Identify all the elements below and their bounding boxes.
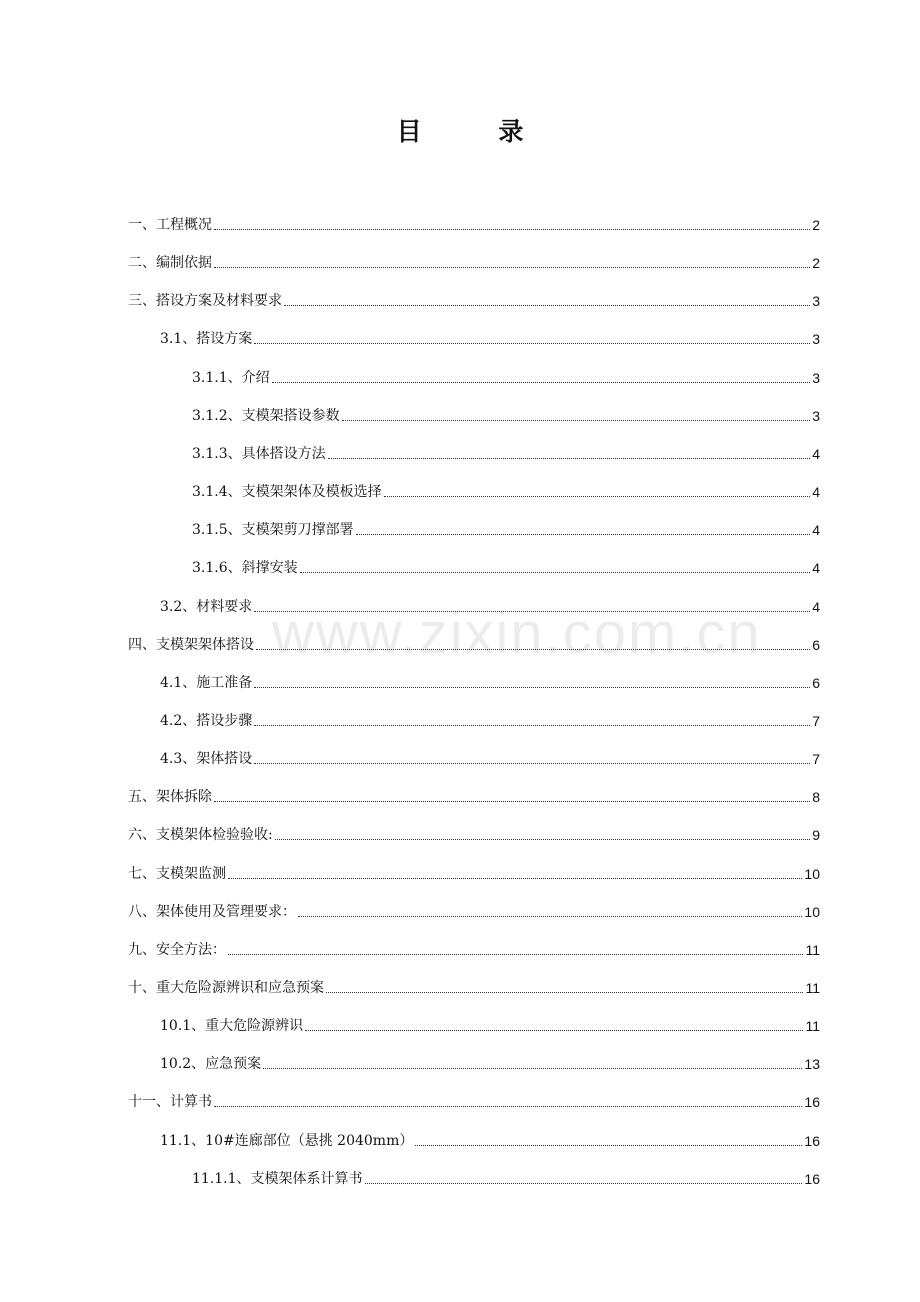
toc-entry-title: 10.1、重大危险源辨识	[160, 1018, 304, 1035]
toc-entry-title: 11.1、10#连廊部位（悬挑 2040mm）	[160, 1132, 414, 1149]
toc-dot-leader	[228, 877, 802, 879]
toc-page-number: 13	[804, 1056, 820, 1073]
toc-dot-leader	[214, 266, 810, 268]
toc-entry-title: 八、架体使用及管理要求：	[128, 903, 296, 920]
toc-entry[interactable]	[128, 1087, 820, 1111]
toc-entry-title: 一、工程概况	[128, 217, 212, 233]
toc-dot-leader	[263, 1067, 802, 1069]
toc-entry[interactable]	[160, 1011, 820, 1035]
toc-page-number: 7	[812, 751, 820, 768]
toc-dot-leader	[254, 762, 810, 764]
toc-page-number: 7	[812, 712, 820, 729]
toc-entry[interactable]	[128, 630, 820, 654]
toc-entry-title: 五、架体拆除	[128, 789, 212, 806]
toc-entry[interactable]	[128, 935, 820, 959]
toc-dot-leader	[256, 648, 810, 650]
toc-dot-leader	[254, 342, 810, 344]
toc-entry-title: 十一、计算书	[128, 1094, 212, 1111]
toc-entry-title: 10.2、应急预案	[160, 1056, 262, 1073]
toc-page-number: 4	[812, 598, 820, 615]
toc-entry-title: 4.2、搭设步骤	[160, 712, 253, 729]
toc-dot-leader	[365, 1182, 803, 1184]
toc-entry[interactable]	[128, 820, 820, 844]
toc-entry[interactable]	[128, 286, 820, 310]
toc-dot-leader	[300, 571, 811, 573]
toc-entry-title: 3.1.6、斜撑安装	[192, 560, 298, 577]
toc-entry-title: 3.1.1、介绍	[192, 369, 270, 386]
toc-page-number: 3	[812, 331, 820, 348]
toc-page-number: 4	[812, 560, 820, 577]
toc-page-number: 10	[804, 865, 820, 882]
toc-entry-title: 三、搭设方案及材料要求	[128, 293, 282, 310]
toc-entry[interactable]	[192, 515, 820, 539]
toc-dot-leader	[342, 419, 811, 421]
toc-dot-leader	[328, 457, 811, 459]
toc-page-number: 11	[805, 1018, 820, 1035]
toc-page-number: 10	[804, 903, 820, 920]
watermark: www.zixin.com.cn	[272, 601, 762, 666]
toc-dot-leader	[254, 610, 810, 612]
toc-entry[interactable]	[160, 668, 820, 692]
toc-entry[interactable]	[192, 1164, 820, 1188]
toc-page-number: 9	[812, 827, 820, 844]
toc-entry[interactable]	[160, 1126, 820, 1150]
toc-dot-leader	[214, 800, 810, 802]
toc-entry-title: 3.1.4、支模架架体及模板选择	[192, 484, 382, 501]
toc-entry[interactable]	[192, 477, 820, 501]
toc-entry[interactable]	[128, 973, 820, 997]
toc-page-number: 4	[812, 522, 820, 539]
toc-page-number: 8	[812, 789, 820, 806]
toc-page-number: 11	[805, 980, 820, 996]
toc-entry-title: 六、支模架体检验验收:	[128, 827, 273, 844]
toc-entry-title: 二、编制依据	[128, 255, 212, 272]
toc-entry[interactable]	[128, 859, 820, 883]
toc-entry[interactable]	[128, 782, 820, 806]
toc-entry[interactable]	[192, 439, 820, 463]
toc-entry-title: 九、安全方法：	[128, 941, 226, 958]
toc-dot-leader	[326, 991, 803, 993]
toc-entry-title: 七、支模架监测	[128, 865, 226, 882]
toc-dot-leader	[356, 533, 811, 535]
toc-page-number: 2	[812, 217, 820, 233]
toc-dot-leader	[298, 915, 802, 917]
toc-entry[interactable]	[128, 897, 820, 921]
toc-entry[interactable]	[160, 324, 820, 348]
toc-entry-title: 11.1.1、支模架体系计算书	[192, 1170, 363, 1187]
toc-dot-leader	[272, 381, 811, 383]
toc-entry[interactable]	[160, 1049, 820, 1073]
toc-dot-leader	[384, 495, 811, 497]
toc-page-number: 3	[812, 407, 820, 424]
toc-page-number: 4	[812, 484, 820, 501]
toc-page-number: 16	[804, 1094, 820, 1111]
toc-entry-title: 4.3、架体搭设	[160, 751, 253, 768]
page-title: 目 录	[396, 117, 558, 146]
toc-entry-title: 3.1.2、支模架搭设参数	[192, 407, 340, 424]
toc-entry[interactable]	[128, 210, 820, 234]
toc-entry-title: 3.1、搭设方案	[160, 331, 253, 348]
toc-page-number: 3	[812, 369, 820, 386]
toc-dot-leader	[284, 304, 810, 306]
toc-page-number: 3	[812, 293, 820, 310]
toc-entry-title: 3.1.5、支模架剪刀撑部署	[192, 522, 354, 539]
toc-entry[interactable]	[128, 248, 820, 272]
toc-entry-title: 4.1、施工准备	[160, 674, 253, 691]
toc-page-number: 6	[812, 636, 820, 653]
toc-page-number: 4	[812, 445, 820, 462]
toc-dot-leader	[305, 1029, 803, 1031]
toc-entry-title: 3.2、材料要求	[160, 598, 253, 615]
toc-entry-title: 3.1.3、具体搭设方法	[192, 445, 326, 462]
toc-entry[interactable]	[192, 401, 820, 425]
toc-page-number: 16	[804, 1132, 820, 1149]
toc-entry[interactable]	[192, 553, 820, 577]
toc-entry-title: 十、重大危险源辨识和应急预案	[128, 980, 324, 996]
toc-dot-leader	[275, 838, 810, 840]
toc-dot-leader	[415, 1144, 802, 1146]
toc-dot-leader	[254, 686, 810, 688]
toc-entry[interactable]	[160, 592, 820, 616]
toc-dot-leader	[228, 953, 803, 955]
toc-dot-leader	[254, 724, 810, 726]
toc-entry[interactable]	[160, 744, 820, 768]
toc-page-number: 6	[812, 674, 820, 691]
toc-entry[interactable]	[160, 706, 820, 730]
toc-page-number: 16	[804, 1170, 820, 1187]
toc-dot-leader	[214, 1105, 802, 1107]
toc-entry[interactable]	[192, 363, 820, 387]
toc-page-number: 2	[812, 255, 820, 272]
toc-dot-leader	[214, 228, 810, 230]
toc-page-number: 11	[805, 941, 820, 958]
toc-entry-title: 四、支模架架体搭设	[128, 636, 254, 653]
